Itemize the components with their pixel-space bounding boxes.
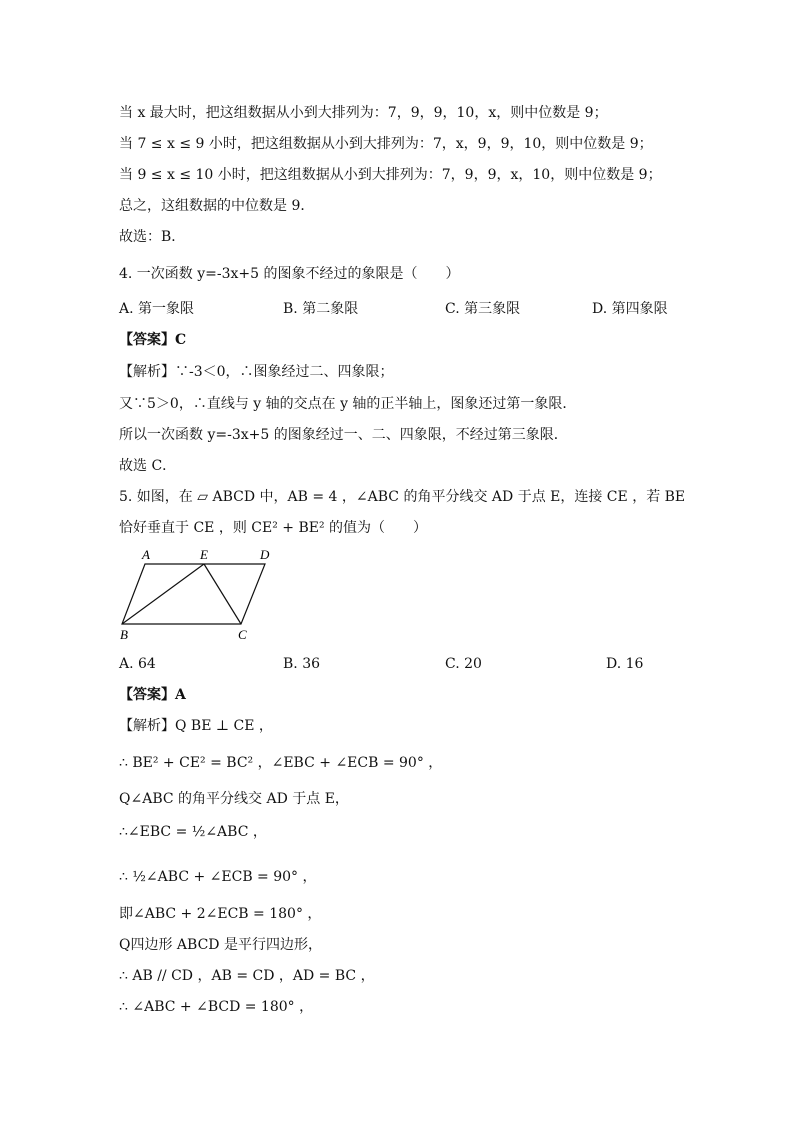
segment-ce <box>204 564 241 624</box>
q5-explanation-7: Q四边形 ABCD 是平行四边形， <box>119 937 322 953</box>
q5-explanation-4: ∴∠EBC = ½∠ABC ， <box>119 824 267 840</box>
parallelogram-figure <box>112 545 282 645</box>
segment-be <box>122 564 204 624</box>
q5-option-d: D. 16 <box>606 656 644 672</box>
q5-option-c: C. 20 <box>445 656 482 672</box>
q4-answer: 【答案】C <box>119 332 187 348</box>
q5-option-a: A. 64 <box>119 656 156 672</box>
q4-explanation-4: 故选 C． <box>119 458 177 474</box>
q5-explanation-1: 【解析】Q BE ⊥ CE ， <box>119 718 273 734</box>
q4-explanation-1: 【解析】∵-3＜0，∴图象经过二、四象限； <box>119 364 394 380</box>
q5-explanation-6: 即∠ABC + 2∠ECB = 180° ， <box>119 906 322 922</box>
line-2: 当 7 ≤ x ≤ 9 小时，把这组数据从小到大排列为：7，x，9，9，10，则中位数是 9； <box>119 136 653 152</box>
q4-option-c: C. 第三象限 <box>445 301 521 317</box>
parallelogram-abcd <box>122 564 265 624</box>
question-5-line-2: 恰好垂直于 CE ，则 CE² + BE² 的值为（ ） <box>119 520 428 536</box>
q5-option-b: B. 36 <box>283 656 321 672</box>
q5-explanation-9: ∴ ∠ABC + ∠BCD = 180° ， <box>119 999 314 1015</box>
line-5: 故选：B． <box>119 229 186 245</box>
label-c: C <box>238 627 247 642</box>
q4-option-b: B. 第二象限 <box>283 301 359 317</box>
question-5-line-1: 5. 如图，在 ▱ ABCD 中，AB = 4 ，∠ABC 的角平分线交 AD 于点 E，连接 CE ，若 BE <box>119 489 686 505</box>
q5-explanation-3: Q∠ABC 的角平分线交 AD 于点 E， <box>119 791 349 807</box>
label-d: D <box>260 547 270 562</box>
q5-answer: 【答案】A <box>119 687 186 703</box>
q4-option-d: D. 第四象限 <box>592 301 668 317</box>
label-e: E <box>200 547 208 562</box>
line-4: 总之，这组数据的中位数是 9． <box>119 198 315 214</box>
q5-explanation-8: ∴ AB // CD ，AB = CD ，AD = BC ， <box>119 968 375 984</box>
q5-explanation-2: ∴ BE² + CE² = BC² ，∠EBC + ∠ECB = 90° ， <box>119 755 443 771</box>
question-4: 4. 一次函数 y=-3x+5 的图象不经过的象限是（ ） <box>119 266 460 282</box>
label-b: B <box>120 627 128 642</box>
q5-explanation-5: ∴ ½∠ABC + ∠ECB = 90° ， <box>119 869 317 885</box>
q4-explanation-2: 又∵5＞0，∴直线与 y 轴的交点在 y 轴的正半轴上，图象还过第一象限． <box>119 396 577 412</box>
q4-option-a: A. 第一象限 <box>119 301 195 317</box>
line-3: 当 9 ≤ x ≤ 10 小时，把这组数据从小到大排列为：7，9，9，x，10，则中位数是 9； <box>119 167 662 183</box>
label-a: A <box>142 547 150 562</box>
q4-explanation-3: 所以一次函数 y=-3x+5 的图象经过一、二、四象限，不经过第三象限． <box>119 427 568 443</box>
line-1: 当 x 最大时，把这组数据从小到大排列为：7，9，9，10，x，则中位数是 9； <box>119 105 608 121</box>
